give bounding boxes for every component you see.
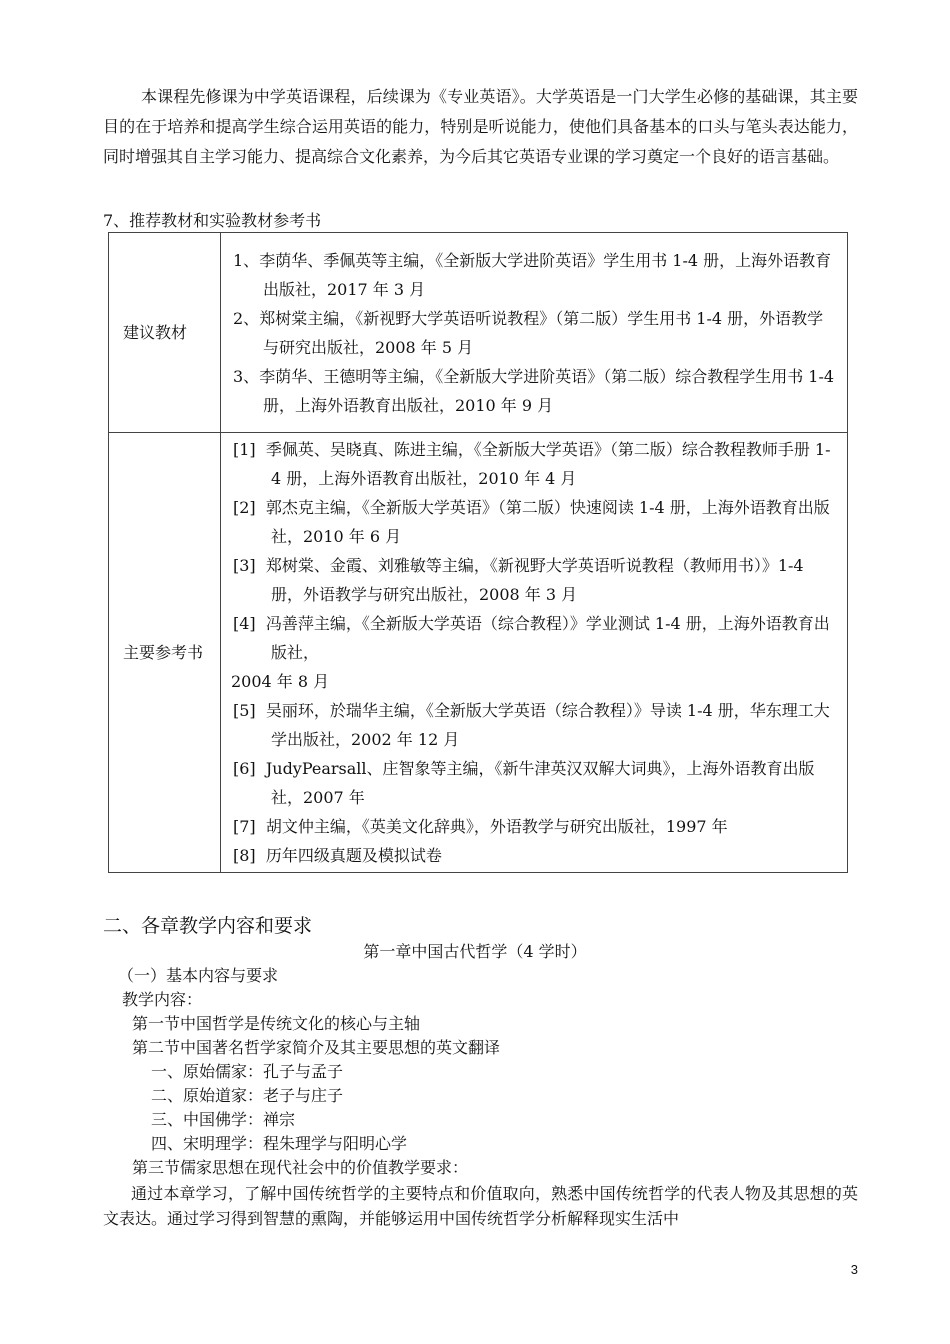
list-item	[233, 304, 839, 362]
content-line: 第二节中国著名哲学家简介及其主要思想的英文翻译	[132, 1038, 501, 1057]
content-line: 四、宋明理学：程朱理学与阳明心学	[151, 1134, 408, 1153]
item-text: 李荫华、王德明等主编，《全新版大学进阶英语》（第二版）综合教程学生用书 1-4 册，上海外语教育出版社，2010 年 9 月	[259, 366, 835, 415]
section-7-heading: 7、推荐教材和实验教材参考书	[103, 211, 322, 230]
page-number: 3	[850, 1262, 858, 1277]
content-line: 三、中国佛学：禅宗	[151, 1110, 296, 1129]
list-item	[233, 754, 839, 812]
list-item	[233, 551, 839, 609]
item-text: 冯善萍主编，《全新版大学英语（综合教程）》学业测试 1-4 册，上海外语教育出版社，	[265, 614, 830, 662]
item-text: 李荫华、季佩英等主编，《全新版大学进阶英语》学生用书 1-4 册，上海外语教育出版社，2017 年 3 月	[259, 250, 832, 299]
item-marker: [6]	[233, 759, 256, 778]
row-label-references: 主要参考书	[109, 433, 221, 873]
list-item	[233, 435, 839, 493]
item-text: JudyPearsall、庄智象等主编，《新牛津英汉双解大词典》，上海外语教育出版社，2007 年	[265, 759, 815, 807]
content-line: 第一节中国哲学是传统文化的核心与主轴	[132, 1014, 421, 1033]
section-2-heading: 二、各章教学内容和要求	[103, 915, 313, 937]
requirements-paragraph: 通过本章学习，了解中国传统哲学的主要特点和价值取向，熟悉中国传统哲学的代表人物及其思想的英文表达。通过学习得到智慧的熏陶，并能够运用中国传统哲学分析解释现实生活中	[103, 1184, 858, 1228]
content-line: 一、原始儒家：孔子与孟子	[151, 1062, 344, 1081]
table-row	[109, 233, 848, 433]
item-text: 历年四级真题及模拟试卷	[265, 846, 442, 865]
chapter-title: 第一章中国古代哲学（4 学时）	[363, 942, 587, 961]
item-marker: [2]	[233, 498, 256, 517]
list-item	[233, 696, 839, 754]
item-marker: [7]	[233, 817, 256, 836]
list-item	[233, 493, 839, 551]
list-item	[233, 362, 839, 420]
list-item	[233, 609, 839, 667]
textbook-table	[108, 232, 848, 873]
item-marker: 3、	[233, 366, 260, 386]
item-text: 2004 年 8 月	[231, 672, 330, 691]
item-marker: 2、	[233, 308, 260, 328]
table-row	[109, 433, 848, 873]
teaching-content-label: 教学内容：	[122, 990, 203, 1009]
suggested-books-cell	[221, 233, 848, 433]
row-label-suggested: 建议教材	[109, 233, 221, 433]
item-text: 郑树棠、金霞、刘雅敏等主编，《新视野大学英语听说教程（教师用书）》1-4 册，外语教学与研究出版社，2008 年 3 月	[265, 556, 804, 604]
content-line: 第三节儒家思想在现代社会中的价值教学要求：	[132, 1158, 469, 1177]
item-marker: [4]	[233, 614, 256, 633]
content-line: 二、原始道家：老子与庄子	[151, 1086, 344, 1105]
item-marker: 1、	[233, 250, 260, 270]
list-item	[231, 667, 839, 696]
item-marker: [5]	[233, 701, 256, 720]
subheading-basic-content: （一）基本内容与要求	[118, 966, 279, 985]
item-marker: [1]	[233, 440, 256, 459]
list-item	[233, 841, 839, 870]
item-text: 郑树棠主编，《新视野大学英语听说教程》（第二版）学生用书 1-4 册，外语教学与研究出版社，2008 年 5 月	[259, 308, 824, 357]
item-marker: [8]	[233, 846, 256, 865]
item-text: 季佩英、吴晓真、陈进主编，《全新版大学英语》（第二版）综合教程教师手册 1-4 册，上海外语教育出版社，2010 年 4 月	[265, 440, 831, 488]
item-marker: [3]	[233, 556, 256, 575]
list-item	[233, 246, 839, 304]
item-text: 吴丽环，於瑞华主编，《全新版大学英语（综合教程）》导读 1-4 册，华东理工大学出版社，2002 年 12 月	[265, 701, 830, 749]
item-text: 胡文仲主编，《英美文化辞典》，外语教学与研究出版社，1997 年	[265, 817, 728, 836]
intro-paragraph: 本课程先修课为中学英语课程，后续课为《专业英语》。大学英语是一门大学生必修的基础课，其主要目的在于培养和提高学生综合运用英语的能力，特别是听说能力，使他们具备基本的口头与笔头表达能力，同时增强其自主学习能力、提高综合文化素养，为今后其它英语专业课的学习奠定一个良好的语言基础。	[103, 87, 858, 166]
reference-books-cell	[221, 433, 848, 873]
item-text: 郭杰克主编，《全新版大学英语》（第二版）快速阅读 1-4 册，上海外语教育出版社，2010 年 6 月	[265, 498, 830, 546]
list-item	[233, 812, 839, 841]
